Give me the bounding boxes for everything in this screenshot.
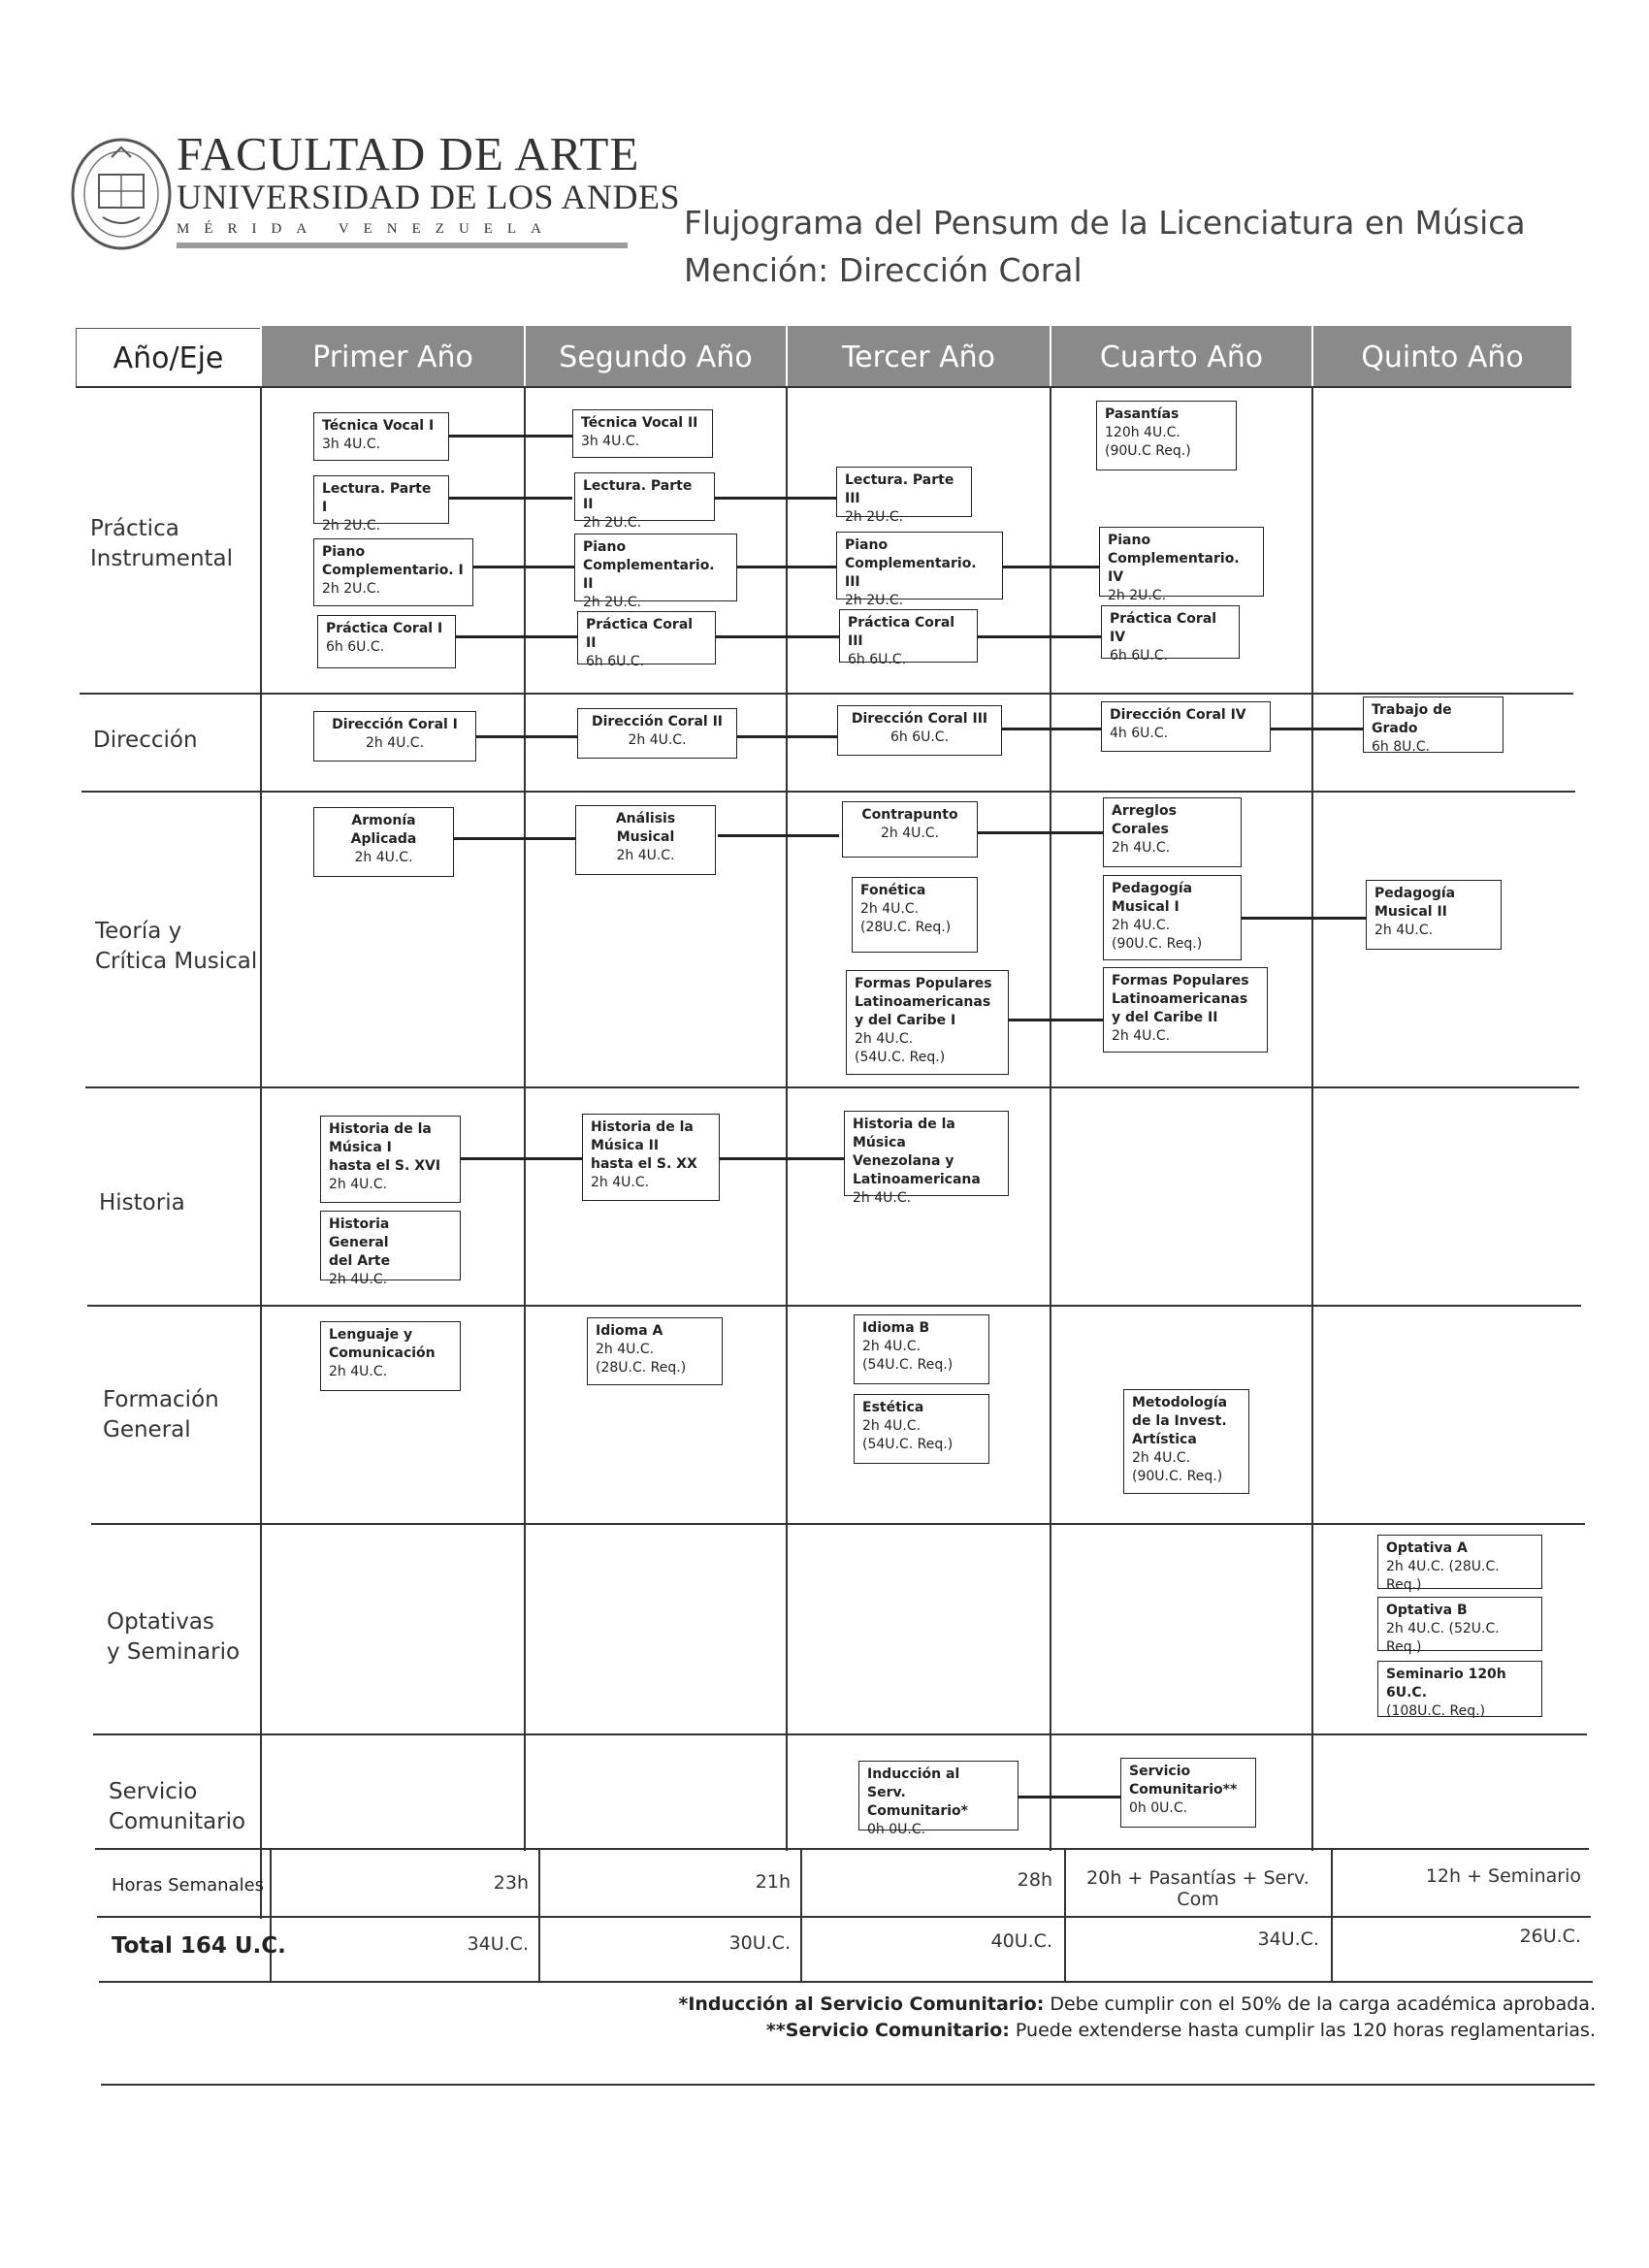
course-historia-musica-1: Historia de la Música I hasta el S. XVI 2h 4U.C. [320, 1116, 461, 1203]
course-idioma-b: Idioma B 2h 4U.C. (54U.C. Req.) [854, 1314, 989, 1384]
weekly-hours-year-5: 12h + Seminario [1425, 1865, 1581, 1887]
axis-direccion: Dirección [93, 728, 198, 753]
course-direccion-coral-4: Dirección Coral IV 4h 6U.C. [1101, 701, 1271, 752]
course-piano-1: Piano Complementario. I 2h 2U.C. [313, 538, 473, 606]
course-formas-populares-2: Formas Populares Latinoamericanas y del Caribe II 2h 4U.C. [1103, 967, 1268, 1053]
prerequisite-link [1009, 1019, 1106, 1021]
prerequisite-link [718, 1157, 844, 1160]
grid-line [524, 386, 526, 1851]
course-optativa-b: Optativa B 2h 4U.C. (52U.C. Req.) [1377, 1597, 1542, 1651]
grid-line [87, 1305, 1581, 1307]
document-title: Flujograma del Pensum de la Licenciatura en Música [684, 204, 1526, 242]
grid-line [800, 1848, 802, 1981]
course-induccion-servicio-comunitario: Inducción al Serv. Comunitario* 0h 0U.C. [858, 1761, 1018, 1831]
course-piano-3: Piano Complementario. III 2h 2U.C. [836, 532, 1003, 599]
course-lectura-3: Lectura. Parte III 2h 2U.C. [836, 467, 972, 517]
university-seal-logo [68, 136, 175, 252]
university-location: MÉRIDA VENEZUELA [177, 221, 556, 237]
course-fonetica: Fonética 2h 4U.C. (28U.C. Req.) [852, 877, 978, 953]
document-subtitle: Mención: Dirección Coral [684, 251, 1083, 289]
course-lectura-1: Lectura. Parte I 2h 2U.C. [313, 475, 449, 524]
prerequisite-link [735, 566, 840, 568]
faculty-name: FACULTAD DE ARTE [177, 127, 640, 180]
prerequisite-link [1271, 728, 1368, 730]
weekly-hours-label: Horas Semanales [112, 1875, 265, 1895]
course-servicio-comunitario: Servicio Comunitario** 0h 0U.C. [1120, 1758, 1256, 1828]
prerequisite-link [1242, 917, 1368, 920]
course-pedagogia-musical-2: Pedagogía Musical II 2h 4U.C. [1366, 880, 1502, 950]
course-direccion-coral-1: Dirección Coral I 2h 4U.C. [313, 711, 476, 761]
course-piano-4: Piano Complementario. IV 2h 2U.C. [1099, 527, 1264, 597]
course-historia-general-arte: Historia General del Arte 2h 4U.C. [320, 1211, 461, 1280]
course-historia-musica-2: Historia de la Música II hasta el S. XX 2h 4U.C. [582, 1114, 720, 1201]
course-direccion-coral-2: Dirección Coral II 2h 4U.C. [577, 708, 737, 759]
axis-practica-instrumental: Práctica Instrumental [90, 516, 234, 572]
course-metodologia-investigacion: Metodología de la Invest. Artística 2h 4U.C. (90U.C. Req.) [1123, 1389, 1249, 1494]
prerequisite-link [446, 435, 572, 437]
weekly-hours-year-1: 23h [493, 1872, 529, 1894]
credits-year-3: 40U.C. [990, 1930, 1052, 1952]
grid-line [538, 1848, 540, 1981]
axis-optativas-seminario: Optativas y Seminario [107, 1609, 241, 1666]
weekly-hours-year-4: 20h + Pasantías + Serv. Com [1086, 1867, 1310, 1910]
weekly-hours-year-3: 28h [1017, 1869, 1052, 1891]
grid-line [1311, 386, 1313, 1851]
course-lenguaje-comunicacion: Lenguaje y Comunicación 2h 4U.C. [320, 1321, 461, 1391]
year-header-2: Segundo Año [524, 326, 786, 388]
grid-line [95, 1848, 1589, 1850]
course-practica-coral-4: Práctica Coral IV 6h 6U.C. [1101, 605, 1240, 659]
prerequisite-link [977, 635, 1103, 638]
grid-line [270, 1848, 272, 1981]
course-armonia-aplicada: Armonía Aplicada 2h 4U.C. [313, 807, 454, 877]
axis-teoria-critica: Teoría y Crítica Musical [95, 919, 258, 975]
axis-historia: Historia [99, 1190, 185, 1215]
course-idioma-a: Idioma A 2h 4U.C. (28U.C. Req.) [587, 1317, 723, 1385]
grid-line [81, 791, 1575, 793]
credits-year-2: 30U.C. [728, 1932, 791, 1954]
course-piano-2: Piano Complementario. II 2h 2U.C. [574, 534, 737, 601]
prerequisite-link [718, 834, 839, 837]
course-optativa-a: Optativa A 2h 4U.C. (28U.C. Req.) [1377, 1535, 1542, 1589]
credits-year-5: 26U.C. [1519, 1926, 1581, 1947]
corner-header: Año/Eje [76, 328, 260, 388]
prerequisite-link [459, 1157, 585, 1160]
course-direccion-coral-3: Dirección Coral III 6h 6U.C. [837, 705, 1002, 756]
prerequisite-link [454, 837, 575, 840]
prerequisite-link [715, 635, 841, 638]
course-analisis-musical: Análisis Musical 2h 4U.C. [575, 805, 716, 875]
course-historia-musica-venezolana: Historia de la Música Venezolana y Latinoamericana 2h 4U.C. [844, 1111, 1009, 1196]
total-credits-label: Total 164 U.C. [112, 1933, 286, 1959]
year-header-5: Quinto Año [1311, 326, 1571, 388]
course-practica-coral-2: Práctica Coral II 6h 6U.C. [577, 611, 716, 664]
year-header-4: Cuarto Año [1050, 326, 1311, 388]
grid-line [99, 1981, 1593, 1983]
course-pasantias: Pasantías 120h 4U.C. (90U.C Req.) [1096, 401, 1237, 470]
course-tecnica-vocal-1: Técnica Vocal I 3h 4U.C. [313, 412, 449, 461]
course-seminario: Seminario 120h 6U.C. (108U.C. Req.) [1377, 1661, 1542, 1717]
grid-line [76, 386, 1571, 388]
year-header-3: Tercer Año [786, 326, 1050, 388]
grid-line [80, 693, 1573, 695]
prerequisite-link [975, 831, 1106, 834]
grid-line [93, 1733, 1587, 1735]
course-trabajo-de-grado: Trabajo de Grado 6h 8U.C. [1363, 697, 1504, 753]
prerequisite-link [475, 735, 577, 738]
year-header-1: Primer Año [260, 326, 524, 388]
course-estetica: Estética 2h 4U.C. (54U.C. Req.) [854, 1394, 989, 1464]
credits-year-4: 34U.C. [1257, 1928, 1319, 1950]
footnote-induccion: *Inducción al Servicio Comunitario: Debe cumplir con el 50% de la carga académica aprobada. [678, 1993, 1596, 2015]
grid-line [97, 1916, 1591, 1918]
axis-servicio-comunitario: Servicio Comunitario [109, 1779, 246, 1835]
prerequisite-link [999, 566, 1104, 568]
credits-year-1: 34U.C. [467, 1933, 529, 1955]
course-lectura-2: Lectura. Parte II 2h 2U.C. [574, 472, 715, 521]
university-name: UNIVERSIDAD DE LOS ANDES [177, 178, 681, 216]
prerequisite-link [732, 735, 837, 738]
grid-line [260, 386, 262, 1919]
grid-line [1331, 1848, 1333, 1981]
prerequisite-link [1018, 1796, 1120, 1798]
course-arreglos-corales: Arreglos Corales 2h 4U.C. [1103, 797, 1242, 867]
course-practica-coral-3: Práctica Coral III 6h 6U.C. [839, 609, 978, 663]
grid-line [101, 2084, 1595, 2086]
prerequisite-link [710, 497, 836, 500]
grid-line [91, 1523, 1585, 1525]
logo-underline [177, 243, 628, 248]
prerequisite-link [446, 497, 572, 500]
course-formas-populares-1: Formas Populares Latinoamericanas y del Caribe I 2h 4U.C. (54U.C. Req.) [846, 970, 1009, 1075]
course-tecnica-vocal-2: Técnica Vocal II 3h 4U.C. [572, 409, 713, 458]
course-pedagogia-musical-1: Pedagogía Musical I 2h 4U.C. (90U.C. Req.) [1103, 875, 1242, 960]
weekly-hours-year-2: 21h [755, 1871, 791, 1893]
grid-line [1064, 1848, 1066, 1981]
footnote-servicio: **Servicio Comunitario: Puede extenderse hasta cumplir las 120 horas reglamentarias. [765, 2020, 1596, 2041]
prerequisite-link [453, 635, 577, 638]
prerequisite-link [470, 566, 577, 568]
grid-line [786, 386, 788, 1851]
grid-line [1050, 386, 1051, 1851]
course-practica-coral-1: Práctica Coral I 6h 6U.C. [317, 615, 456, 668]
grid-line [85, 1086, 1579, 1088]
axis-formacion-general: Formación General [103, 1387, 219, 1443]
course-contrapunto: Contrapunto 2h 4U.C. [842, 801, 978, 858]
